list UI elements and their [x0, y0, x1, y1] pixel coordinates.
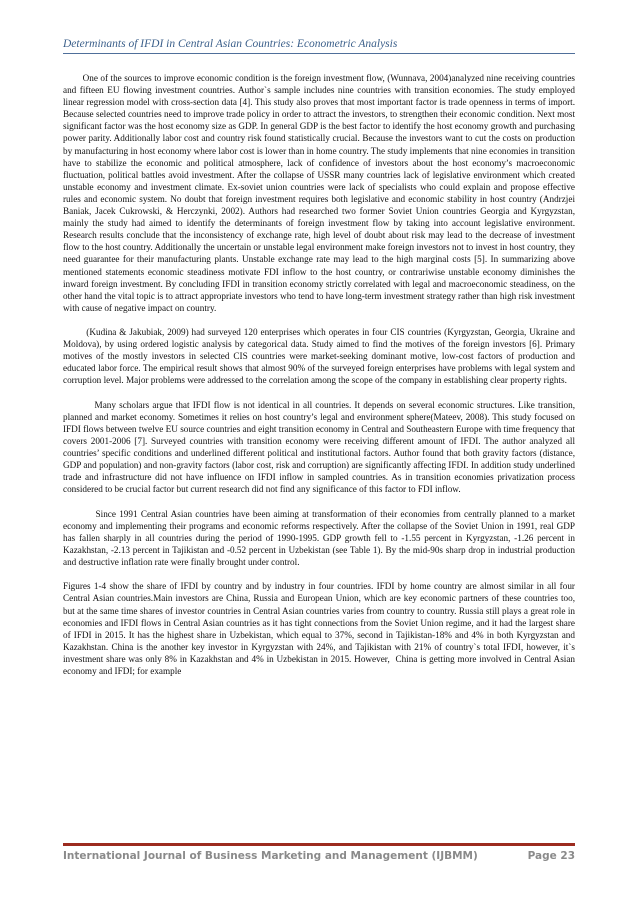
footer-page-number: Page 23 [527, 850, 575, 862]
running-header: Determinants of IFDI in Central Asian Countries: Econometric Analysis [63, 38, 575, 54]
paragraph-2: (Kudina & Jakubiak, 2009) had surveyed 120 enterprises which operates in four CIS countries (Kyrgyzstan, Georgia, Ukraine and Moldova), by using ordered logistic analysis by categorical data. Study aimed to find the motives of the foreign investors [6]. Primary motives of the mostly investors in selected CIS countries were market-seeking dominant motive, low-cost factors of production and educated labor force. The empirical result shows that almost 90% of the surveyed foreign enterprises have problems with legal system and corruption level. Major problems were addressed to the correlation among the scope of the company in establishing clear property rights. [63, 327, 578, 386]
page-footer [63, 843, 575, 862]
paragraph-5: Figures 1-4 show the share of IFDI by country and by industry in four countries. IFDI by home country are almost similar in all four Central Asian countries.Main investors are China, Russia and European Union, which are key economic partners of these countries too, but at the same time shares of investor countries in Central Asian countries varies from country to country. Russia still plays a great role in economies and IFDI flows in Central Asian countries as it has tight connections from the Soviet Union regime, and it had the largest share of IFDI in 2015. It has the highest share in Uzbekistan, which equal to 37%, second in Tajikistan-18% and 4% in both Kyrgyzstan and Kazakhstan. China is the another key investor in Kyrgyzstan with 24%, and Tajikistan with 21% of country`s total IFDI, however, it`s investment share was only 8% in Kazakhstan and 4% in Uzbekistan in 2015. However, China is getting more involved in Central Asian economy and IFDI; for example [63, 581, 578, 676]
footer-journal-name: International Journal of Business Marketing and Management (IJBMM) [63, 850, 478, 862]
paragraph-4: Since 1991 Central Asian countries have been aiming at transformation of their economies from centrally planned to a market economy and implementing their programs and economic reforms respectively. After the collapse of the Soviet Union in 1991, real GDP has fallen sharply in all countries during the period of 1990-1995. GDP growth fell to -1.55 percent in Kyrgyzstan, -1.26 percent in Kazakhstan, -2.13 percent in Tajikistan and -0.52 percent in Uzbekistan (see Table 1). By the mid-90s sharp drop in industrial production and destructive inflation rate were finally brought under control. [63, 508, 578, 568]
paragraph-3: Many scholars argue that IFDI flow is not identical in all countries. It depends on several economic structures. Like transition, planned and market economy. Sometimes it relies on host country’s legal and environment sphere(Mateev, 2008). This study focused on IFDI flows between twelve EU source countries and eight transition economy in Central and Southeastern Europe with time frequency that covers 2001-2006 [7]. Surveyed countries with transition economy were receiving different amount of IFDI. The author analyzed all countries’ specific conditions and underlined different political and institutional factors. Author found that both gravity factors (distance, GDP and population) and non-gravity factors (labor cost, risk and corruption) are significantly affecting IFDI. In addition study underlined trade and infrastructure did not have influence on IFDI inflow in sampled countries. As in transition economies privatization process considered to be crucial factor but current research did not find any significance of this factor to FDI inflow. [63, 399, 578, 495]
body-text [63, 72, 578, 689]
paragraph-1: One of the sources to improve economic condition is the foreign investment flow, (Wunnava, 2004)analyzed nine receiving countries and fifteen EU flowing investment countries. Author`s sample includes nine countries with transition economies. The study employed linear regression model with cross-section data [4]. This study also proves that most important factor is trade openness in terms of import. Because selected countries need to improve trade policy in order to attract the investors, to strengthen their economic condition. Next most significant factor was the host economy size as GDP. In general GDP is the best factor to identify the host economy growth and purchasing power parity. Additionally labor cost and country risk found statistically crucial. Because the investors want to cut the costs on production by manufacturing in host economy where labor cost is lower than in home country. The study implements that nine economies in transition have to stabilize the economic and political atmosphere, lack of confidence of investors about the host economy’s macroeconomic fluctuation, political battles avoid investment. After the collapse of USSR many countries lack of legislative environment which created unstable economy and investment climate. Ex-soviet union countries were lack of specialists who could explain and propose effective rules and economic system. No doubt that foreign investment requires both legislative and economic stability in host country (Andrzjei Baniak, Jacek Cukrowski, & Herczynki, 2002). Authors had researched two former Soviet Union countries Georgia and Kyrgyzstan, mainly the study had aimed to identify the determinants of foreign investment flow by taking into account legislative environment. Research results conclude that the inconsistency of exchange rate, high level of doubt about risk may lead to the decrease of investment flow to the host country. Additionally the uncertain or unstable legal environment make foreign investors not to invest in host country, they need guarantee for their manufacturing plants. Unstable exchange rate may lead to the high marginal costs [5]. In summarizing above mentioned statements economic steadiness motivate FDI inflow to the host country, or contrariwise unstable economy diminishes the inward foreign investment. By concluding IFDI in transition economy strictly correlated with legal and macroeconomic steadiness, on the other hand the vital topic is to attract appropriate investors who tend to have long-term investment strategy rather than high risk investment with cause of negative impact on country. [63, 73, 578, 313]
